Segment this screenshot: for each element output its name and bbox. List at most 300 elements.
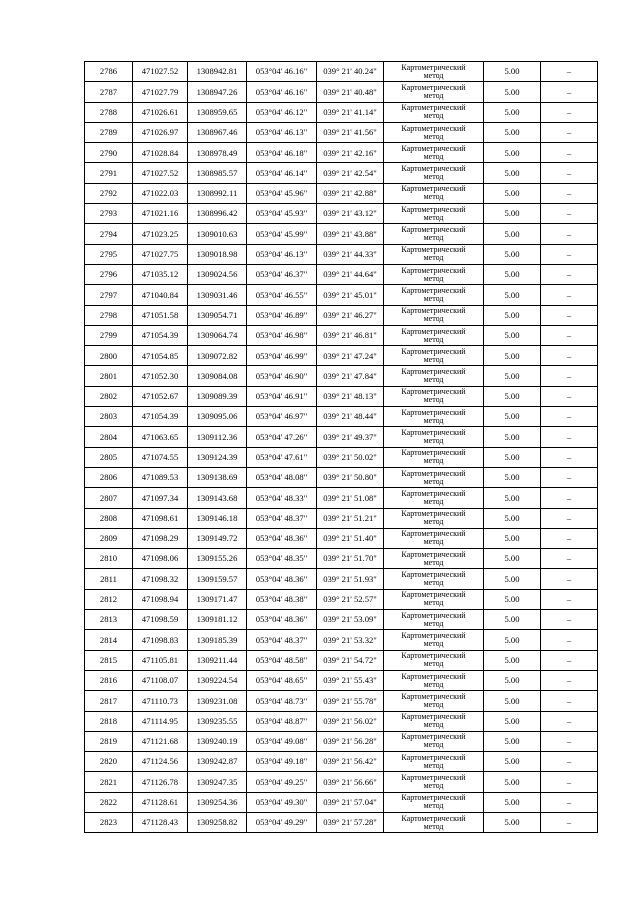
latitude-cell: 053°04' 46.12"	[247, 102, 317, 122]
method-line-2: метод	[423, 131, 444, 141]
method-line-1: Картометрический	[401, 590, 466, 600]
method-line-2: метод	[423, 172, 444, 182]
method-cell	[384, 528, 484, 548]
accuracy-cell: 5.00	[484, 183, 541, 203]
accuracy-cell: 5.00	[484, 244, 541, 264]
longitude-cell: 039° 21' 50.80"	[317, 467, 384, 487]
table-row	[85, 650, 598, 670]
method-cell	[384, 305, 484, 325]
method-line-2: метод	[423, 151, 444, 161]
method-line-2: метод	[423, 111, 444, 121]
method-line-2: метод	[423, 781, 444, 791]
table-row	[85, 122, 598, 142]
latitude-cell: 053°04' 48.87"	[247, 711, 317, 731]
note-cell: –	[541, 82, 598, 102]
latitude-cell: 053°04' 46.90"	[247, 366, 317, 386]
point-number-cell: 2809	[85, 528, 133, 548]
accuracy-cell: 5.00	[484, 102, 541, 122]
x-coordinate-cell: 471054.39	[133, 407, 188, 427]
note-cell: –	[541, 691, 598, 711]
table-row	[85, 264, 598, 284]
table-row	[85, 285, 598, 305]
method-line-2: метод	[423, 273, 444, 283]
method-cell	[384, 122, 484, 142]
method-cell	[384, 447, 484, 467]
y-coordinate-cell: 1308996.42	[188, 204, 247, 224]
method-line-1: Картометрический	[401, 123, 466, 133]
latitude-cell: 053°04' 48.37"	[247, 630, 317, 650]
note-cell: –	[541, 386, 598, 406]
method-line-1: Картометрический	[401, 143, 466, 153]
method-line-1: Картометрический	[401, 245, 466, 255]
note-cell: –	[541, 731, 598, 751]
x-coordinate-cell: 471026.61	[133, 102, 188, 122]
method-cell	[384, 569, 484, 589]
method-cell	[384, 731, 484, 751]
method-line-2: метод	[423, 618, 444, 628]
method-line-1: Картометрический	[401, 427, 466, 437]
table-row	[85, 528, 598, 548]
latitude-cell: 053°04' 49.25"	[247, 772, 317, 792]
table-row	[85, 589, 598, 609]
table-row	[85, 224, 598, 244]
table-row	[85, 549, 598, 569]
method-line-2: метод	[423, 801, 444, 811]
table-row	[85, 772, 598, 792]
y-coordinate-cell: 1309159.57	[188, 569, 247, 589]
method-line-1: Картометрический	[401, 773, 466, 783]
note-cell: –	[541, 670, 598, 690]
x-coordinate-cell: 471105.81	[133, 650, 188, 670]
latitude-cell: 053°04' 46.13"	[247, 244, 317, 264]
point-number-cell: 2794	[85, 224, 133, 244]
point-number-cell: 2813	[85, 610, 133, 630]
x-coordinate-cell: 471098.94	[133, 589, 188, 609]
method-line-2: метод	[423, 760, 444, 770]
latitude-cell: 053°04' 48.36"	[247, 610, 317, 630]
table-row	[85, 488, 598, 508]
x-coordinate-cell: 471098.29	[133, 528, 188, 548]
method-line-1: Картометрический	[401, 691, 466, 701]
method-cell	[384, 650, 484, 670]
method-cell	[384, 508, 484, 528]
y-coordinate-cell: 1309211.44	[188, 650, 247, 670]
x-coordinate-cell: 471054.85	[133, 346, 188, 366]
accuracy-cell: 5.00	[484, 325, 541, 345]
latitude-cell: 053°04' 48.65"	[247, 670, 317, 690]
x-coordinate-cell: 471023.25	[133, 224, 188, 244]
table-row	[85, 62, 598, 82]
point-number-cell: 2808	[85, 508, 133, 528]
method-line-1: Картометрический	[401, 671, 466, 681]
y-coordinate-cell: 1308985.57	[188, 163, 247, 183]
y-coordinate-cell: 1309185.39	[188, 630, 247, 650]
y-coordinate-cell: 1309089.39	[188, 386, 247, 406]
method-cell	[384, 204, 484, 224]
table-row	[85, 467, 598, 487]
longitude-cell: 039° 21' 51.93"	[317, 569, 384, 589]
longitude-cell: 039° 21' 54.72"	[317, 650, 384, 670]
method-line-2: метод	[423, 740, 444, 750]
accuracy-cell: 5.00	[484, 670, 541, 690]
point-number-cell: 2793	[85, 204, 133, 224]
x-coordinate-cell: 471098.32	[133, 569, 188, 589]
latitude-cell: 053°04' 49.30"	[247, 792, 317, 812]
table-row	[85, 305, 598, 325]
table-row	[85, 630, 598, 650]
accuracy-cell: 5.00	[484, 366, 541, 386]
method-cell	[384, 366, 484, 386]
method-cell	[384, 386, 484, 406]
longitude-cell: 039° 21' 45.01"	[317, 285, 384, 305]
note-cell: –	[541, 244, 598, 264]
table-row	[85, 386, 598, 406]
note-cell: –	[541, 508, 598, 528]
accuracy-cell: 5.00	[484, 285, 541, 305]
latitude-cell: 053°04' 46.37"	[247, 264, 317, 284]
longitude-cell: 039° 21' 55.43"	[317, 670, 384, 690]
method-cell	[384, 407, 484, 427]
longitude-cell: 039° 21' 56.66"	[317, 772, 384, 792]
accuracy-cell: 5.00	[484, 264, 541, 284]
method-line-2: метод	[423, 456, 444, 466]
table-row	[85, 366, 598, 386]
accuracy-cell: 5.00	[484, 691, 541, 711]
note-cell: –	[541, 346, 598, 366]
method-line-1: Картометрический	[401, 630, 466, 640]
latitude-cell: 053°04' 46.98"	[247, 325, 317, 345]
y-coordinate-cell: 1309024.56	[188, 264, 247, 284]
accuracy-cell: 5.00	[484, 488, 541, 508]
point-number-cell: 2787	[85, 82, 133, 102]
point-number-cell: 2786	[85, 62, 133, 82]
note-cell: –	[541, 467, 598, 487]
point-number-cell: 2789	[85, 122, 133, 142]
accuracy-cell: 5.00	[484, 224, 541, 244]
latitude-cell: 053°04' 45.96"	[247, 183, 317, 203]
note-cell: –	[541, 752, 598, 772]
method-line-1: Картометрический	[401, 387, 466, 397]
y-coordinate-cell: 1309155.26	[188, 549, 247, 569]
longitude-cell: 039° 21' 51.70"	[317, 549, 384, 569]
longitude-cell: 039° 21' 53.09"	[317, 610, 384, 630]
table-row	[85, 508, 598, 528]
method-line-2: метод	[423, 293, 444, 303]
method-line-2: метод	[423, 659, 444, 669]
x-coordinate-cell: 471051.58	[133, 305, 188, 325]
note-cell: –	[541, 650, 598, 670]
method-cell	[384, 346, 484, 366]
note-cell: –	[541, 772, 598, 792]
method-cell	[384, 812, 484, 832]
method-cell	[384, 589, 484, 609]
method-line-2: метод	[423, 253, 444, 263]
note-cell: –	[541, 569, 598, 589]
method-cell	[384, 62, 484, 82]
x-coordinate-cell: 471114.95	[133, 711, 188, 731]
longitude-cell: 039° 21' 57.04"	[317, 792, 384, 812]
accuracy-cell: 5.00	[484, 143, 541, 163]
latitude-cell: 053°04' 46.97"	[247, 407, 317, 427]
method-cell	[384, 264, 484, 284]
accuracy-cell: 5.00	[484, 407, 541, 427]
method-line-2: метод	[423, 821, 444, 831]
method-line-2: метод	[423, 679, 444, 689]
method-line-2: метод	[423, 578, 444, 588]
method-line-2: метод	[423, 354, 444, 364]
accuracy-cell: 5.00	[484, 569, 541, 589]
method-line-2: метод	[423, 70, 444, 80]
x-coordinate-cell: 471028.84	[133, 143, 188, 163]
table-row	[85, 447, 598, 467]
latitude-cell: 053°04' 48.08"	[247, 467, 317, 487]
latitude-cell: 053°04' 48.37"	[247, 508, 317, 528]
method-cell	[384, 772, 484, 792]
y-coordinate-cell: 1309240.19	[188, 731, 247, 751]
method-cell	[384, 488, 484, 508]
note-cell: –	[541, 285, 598, 305]
y-coordinate-cell: 1309181.12	[188, 610, 247, 630]
longitude-cell: 039° 21' 43.88"	[317, 224, 384, 244]
accuracy-cell: 5.00	[484, 122, 541, 142]
method-cell	[384, 224, 484, 244]
y-coordinate-cell: 1309064.74	[188, 325, 247, 345]
latitude-cell: 053°04' 46.16"	[247, 82, 317, 102]
table-row	[85, 610, 598, 630]
latitude-cell: 053°04' 46.99"	[247, 346, 317, 366]
x-coordinate-cell: 471108.07	[133, 670, 188, 690]
point-number-cell: 2804	[85, 427, 133, 447]
latitude-cell: 053°04' 48.33"	[247, 488, 317, 508]
y-coordinate-cell: 1309258.82	[188, 812, 247, 832]
accuracy-cell: 5.00	[484, 163, 541, 183]
longitude-cell: 039° 21' 44.64"	[317, 264, 384, 284]
method-line-1: Картометрический	[401, 367, 466, 377]
latitude-cell: 053°04' 47.26"	[247, 427, 317, 447]
method-cell	[384, 670, 484, 690]
x-coordinate-cell: 471027.79	[133, 82, 188, 102]
method-line-1: Картометрический	[401, 448, 466, 458]
point-number-cell: 2795	[85, 244, 133, 264]
note-cell: –	[541, 102, 598, 122]
y-coordinate-cell: 1309072.82	[188, 346, 247, 366]
method-line-2: метод	[423, 699, 444, 709]
method-line-2: метод	[423, 537, 444, 547]
longitude-cell: 039° 21' 53.32"	[317, 630, 384, 650]
y-coordinate-cell: 1308967.46	[188, 122, 247, 142]
latitude-cell: 053°04' 45.93"	[247, 204, 317, 224]
method-cell	[384, 792, 484, 812]
method-line-1: Картометрический	[401, 752, 466, 762]
table-row	[85, 670, 598, 690]
y-coordinate-cell: 1309231.08	[188, 691, 247, 711]
method-line-2: метод	[423, 395, 444, 405]
accuracy-cell: 5.00	[484, 772, 541, 792]
method-line-1: Картометрический	[401, 82, 466, 92]
y-coordinate-cell: 1309112.36	[188, 427, 247, 447]
y-coordinate-cell: 1309054.71	[188, 305, 247, 325]
method-cell	[384, 427, 484, 447]
note-cell: –	[541, 204, 598, 224]
y-coordinate-cell: 1308959.65	[188, 102, 247, 122]
longitude-cell: 039° 21' 56.02"	[317, 711, 384, 731]
point-number-cell: 2810	[85, 549, 133, 569]
latitude-cell: 053°04' 45.99"	[247, 224, 317, 244]
point-number-cell: 2817	[85, 691, 133, 711]
note-cell: –	[541, 122, 598, 142]
point-number-cell: 2800	[85, 346, 133, 366]
method-line-2: метод	[423, 598, 444, 608]
point-number-cell: 2803	[85, 407, 133, 427]
accuracy-cell: 5.00	[484, 447, 541, 467]
note-cell: –	[541, 163, 598, 183]
method-cell	[384, 325, 484, 345]
accuracy-cell: 5.00	[484, 528, 541, 548]
y-coordinate-cell: 1309149.72	[188, 528, 247, 548]
point-number-cell: 2822	[85, 792, 133, 812]
table-row	[85, 163, 598, 183]
latitude-cell: 053°04' 46.16"	[247, 62, 317, 82]
x-coordinate-cell: 471052.30	[133, 366, 188, 386]
longitude-cell: 039° 21' 48.13"	[317, 386, 384, 406]
y-coordinate-cell: 1309084.08	[188, 366, 247, 386]
note-cell: –	[541, 792, 598, 812]
x-coordinate-cell: 471110.73	[133, 691, 188, 711]
x-coordinate-cell: 471128.43	[133, 812, 188, 832]
method-line-2: метод	[423, 192, 444, 202]
method-line-1: Картометрический	[401, 488, 466, 498]
latitude-cell: 053°04' 49.29"	[247, 812, 317, 832]
table-row	[85, 752, 598, 772]
longitude-cell: 039° 21' 43.12"	[317, 204, 384, 224]
latitude-cell: 053°04' 46.91"	[247, 386, 317, 406]
point-number-cell: 2823	[85, 812, 133, 832]
x-coordinate-cell: 471027.52	[133, 163, 188, 183]
method-line-2: метод	[423, 415, 444, 425]
longitude-cell: 039° 21' 56.42"	[317, 752, 384, 772]
latitude-cell: 053°04' 46.55"	[247, 285, 317, 305]
x-coordinate-cell: 471027.52	[133, 62, 188, 82]
note-cell: –	[541, 812, 598, 832]
note-cell: –	[541, 549, 598, 569]
note-cell: –	[541, 305, 598, 325]
longitude-cell: 039° 21' 46.27"	[317, 305, 384, 325]
longitude-cell: 039° 21' 42.54"	[317, 163, 384, 183]
x-coordinate-cell: 471026.97	[133, 122, 188, 142]
point-number-cell: 2801	[85, 366, 133, 386]
table-row	[85, 244, 598, 264]
accuracy-cell: 5.00	[484, 589, 541, 609]
longitude-cell: 039° 21' 50.02"	[317, 447, 384, 467]
x-coordinate-cell: 471097.34	[133, 488, 188, 508]
longitude-cell: 039° 21' 56.28"	[317, 731, 384, 751]
y-coordinate-cell: 1309031.46	[188, 285, 247, 305]
latitude-cell: 053°04' 48.36"	[247, 569, 317, 589]
accuracy-cell: 5.00	[484, 630, 541, 650]
x-coordinate-cell: 471126.78	[133, 772, 188, 792]
longitude-cell: 039° 21' 51.08"	[317, 488, 384, 508]
x-coordinate-cell: 471022.03	[133, 183, 188, 203]
point-number-cell: 2811	[85, 569, 133, 589]
x-coordinate-cell: 471052.67	[133, 386, 188, 406]
point-number-cell: 2807	[85, 488, 133, 508]
x-coordinate-cell: 471054.39	[133, 325, 188, 345]
longitude-cell: 039° 21' 40.48"	[317, 82, 384, 102]
longitude-cell: 039° 21' 41.56"	[317, 122, 384, 142]
coordinates-table-body	[85, 62, 598, 833]
method-line-1: Картометрический	[401, 712, 466, 722]
method-line-1: Картометрический	[401, 184, 466, 194]
accuracy-cell: 5.00	[484, 711, 541, 731]
method-line-2: метод	[423, 517, 444, 527]
y-coordinate-cell: 1309143.68	[188, 488, 247, 508]
note-cell: –	[541, 447, 598, 467]
y-coordinate-cell: 1309224.54	[188, 670, 247, 690]
method-cell	[384, 102, 484, 122]
note-cell: –	[541, 183, 598, 203]
table-row	[85, 569, 598, 589]
longitude-cell: 039° 21' 44.33"	[317, 244, 384, 264]
note-cell: –	[541, 488, 598, 508]
x-coordinate-cell: 471040.84	[133, 285, 188, 305]
y-coordinate-cell: 1309146.18	[188, 508, 247, 528]
x-coordinate-cell: 471128.61	[133, 792, 188, 812]
table-row	[85, 143, 598, 163]
method-line-1: Картометрический	[401, 407, 466, 417]
method-line-2: метод	[423, 476, 444, 486]
table-row	[85, 325, 598, 345]
method-cell	[384, 691, 484, 711]
x-coordinate-cell: 471063.65	[133, 427, 188, 447]
method-line-1: Картометрический	[401, 164, 466, 174]
accuracy-cell: 5.00	[484, 792, 541, 812]
method-cell	[384, 82, 484, 102]
method-line-1: Картометрический	[401, 610, 466, 620]
longitude-cell: 039° 21' 52.57"	[317, 589, 384, 609]
point-number-cell: 2797	[85, 285, 133, 305]
note-cell: –	[541, 610, 598, 630]
accuracy-cell: 5.00	[484, 305, 541, 325]
x-coordinate-cell: 471021.16	[133, 204, 188, 224]
accuracy-cell: 5.00	[484, 752, 541, 772]
latitude-cell: 053°04' 48.36"	[247, 528, 317, 548]
x-coordinate-cell: 471098.83	[133, 630, 188, 650]
y-coordinate-cell: 1308978.49	[188, 143, 247, 163]
x-coordinate-cell: 471035.12	[133, 264, 188, 284]
point-number-cell: 2792	[85, 183, 133, 203]
accuracy-cell: 5.00	[484, 427, 541, 447]
x-coordinate-cell: 471098.59	[133, 610, 188, 630]
method-cell	[384, 143, 484, 163]
latitude-cell: 053°04' 46.14"	[247, 163, 317, 183]
method-line-2: метод	[423, 375, 444, 385]
note-cell: –	[541, 711, 598, 731]
latitude-cell: 053°04' 49.08"	[247, 731, 317, 751]
note-cell: –	[541, 224, 598, 244]
method-line-1: Картометрический	[401, 529, 466, 539]
method-cell	[384, 285, 484, 305]
method-cell	[384, 163, 484, 183]
point-number-cell: 2799	[85, 325, 133, 345]
y-coordinate-cell: 1309247.35	[188, 772, 247, 792]
accuracy-cell: 5.00	[484, 62, 541, 82]
accuracy-cell: 5.00	[484, 610, 541, 630]
method-line-2: метод	[423, 557, 444, 567]
method-line-2: метод	[423, 720, 444, 730]
method-line-2: метод	[423, 314, 444, 324]
method-cell	[384, 752, 484, 772]
method-line-1: Картометрический	[401, 509, 466, 519]
